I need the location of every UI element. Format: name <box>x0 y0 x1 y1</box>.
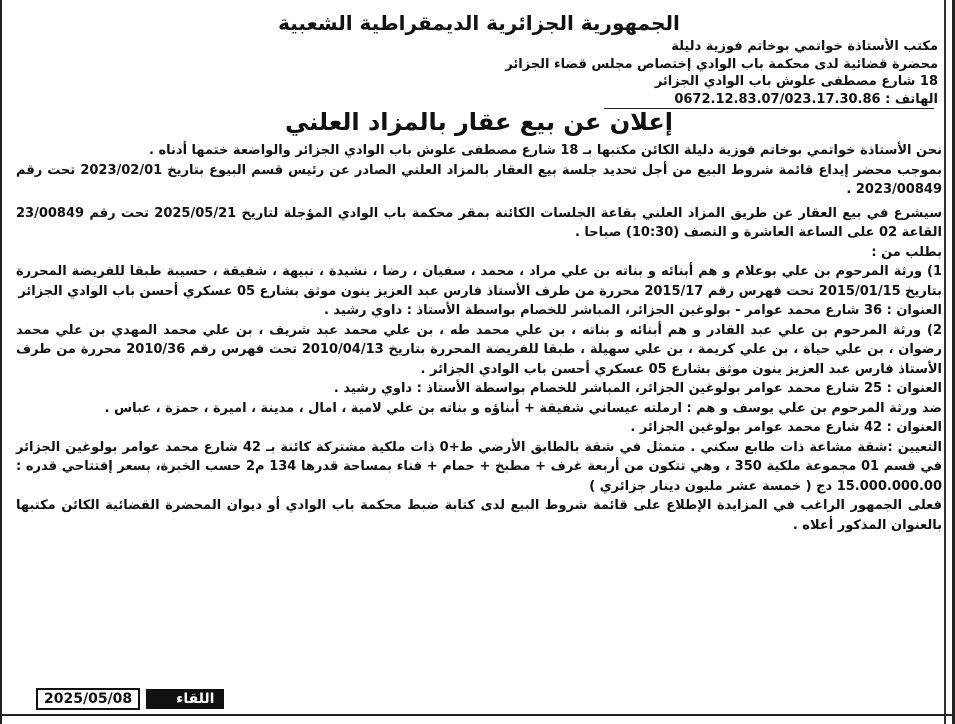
office-name: مكتب الأستاذة خواتمي بوخاتم فوزية دليلة <box>671 39 938 54</box>
office-header <box>16 38 942 109</box>
paragraph: 2) ورثة المرحوم بن علي عبد القادر و هم أبنائه و بناته ، بن علي محمد طه ، بن علي محمد عبد شريف ، بن علي محمد المهدي بن علي محمد رضوان ، بن علي حياة ، بن علي كريمة ، بن علي سهيلة ، طبقا للفريضة المحررة بتاريخ 2010/04/13 تحت فهرس رقم 2010/36 محررة من طرف الأستاذ فارس عبد العزيز ينون موثق بشارع 05 عسكري أحسن باب الوادي الجزائر . <box>16 322 943 377</box>
paragraph: بموجب محضر إيداع قائمة شروط البيع من أجل تحديد جلسة بيع العقار بالمزاد العلني الصادر عن رئيس قسم البيوع بتاريخ 2023/02/01 تحت رقم 2023/00849 . <box>16 162 942 197</box>
notice-body <box>16 141 942 535</box>
newspaper-name: اللقاء <box>146 689 224 709</box>
phone-line: الهاتف : 0672.12.83.07/023.17.30.86 <box>674 91 938 107</box>
paragraph: فعلى الجمهور الراغب في المزايدة الإطلاع على قائمة شروط البيع لدى كتابة ضبط محكمة باب الوادي أو ديوان المحضرة القضائية الكائن مكتبها بالعنوان المذكور أعلاه . <box>16 498 942 533</box>
address-line: 18 شارع مصطفى علوش باب الوادي الجزائر <box>654 74 938 89</box>
paragraph: نحن الأستاذة خواتمي بوخاتم فوزية دليلة الكائن مكتبها بـ 18 شارع مصطفى علوش باب الوادي الجزائر والواضعة ختمها أدناه . <box>149 143 942 158</box>
republic-title: الجمهورية الجزائرية الديمقراطية الشعبية <box>278 11 680 35</box>
paragraph: العنوان : 36 شارع محمد عوامر - بولوغين الجزائر، المباشر للخصام بواسطة الأستاذ : داوي رشيد . <box>323 303 942 318</box>
court-line: محضرة قضائية لدى محكمة باب الوادي إختصاص مجلس قضاء الجزائر <box>505 56 938 72</box>
publication-date: 2025/05/08 <box>36 688 140 710</box>
paragraph: سيشرع في بيع العقار عن طريق المزاد العلني بقاعة الجلسات الكائنة بمقر محكمة باب الوادي المؤجلة لتاريخ 2025/05/21 تحت رقم 23/00849 القاعة 02 على الساعة العاشرة و النصف (10:30) صباحا . <box>16 205 942 240</box>
notice-title: إعلان عن بيع عقار بالمزاد العلني <box>284 108 674 136</box>
paragraph: بطلب من : <box>871 244 942 260</box>
paragraph: التعيين :شقة مشاعة ذات طابع سكني . متمثل في شقة بالطابق الأرضي ط+0 ذات ملكية مشتركة كائنة بـ 42 شارع محمد عوامر بولوغين الجزائر في قسم 01 مجموعة ملكية 350 ، وهي تتكون من أربعة غرف + مطبخ + حمام + فناء بمساحة قدرها 134 م2 حسب الخبرة، بسعر إفتتاحي قدره : 15.000.000.00 دج ( خمسة عشر مليون دينار جزائري ) <box>16 439 943 494</box>
publication-footer <box>36 688 224 710</box>
paragraph: العنوان : 25 شارع محمد عوامر بولوغين الجزائر، المباشر للخصام بواسطة الأستاذ : داوي رشيد . <box>333 381 942 396</box>
paragraph: العنوان : 42 شارع محمد عوامر بولوغين الجزائر . <box>630 420 942 435</box>
paragraph: ضد ورثة المرحوم بن علي يوسف و هم : ارملته عيساني شفيقة + أبناؤه و بناته بن علي لامية ، امال ، مدينة ، اميرة ، حمزة ، عباس . <box>104 400 942 416</box>
bottom-rule <box>2 714 952 716</box>
paragraph: 1) ورثة المرحوم بن علي بوعلام و هم أبنائه و بناته بن علي مراد ، محمد ، سفيان ، رضا ، نشيدة ، نبيهة ، شفيقة ، حسيبة طبقا للفريضة المحررة بتاريخ 2015/01/15 تحت فهرس رقم 2015/17 محررة من طرف الأستاذ فارس عبد العزيز ينون موثق بشارع 05 عسكري أحسن باب الوادي الجزائر <box>16 264 942 299</box>
border-rule <box>944 0 946 724</box>
